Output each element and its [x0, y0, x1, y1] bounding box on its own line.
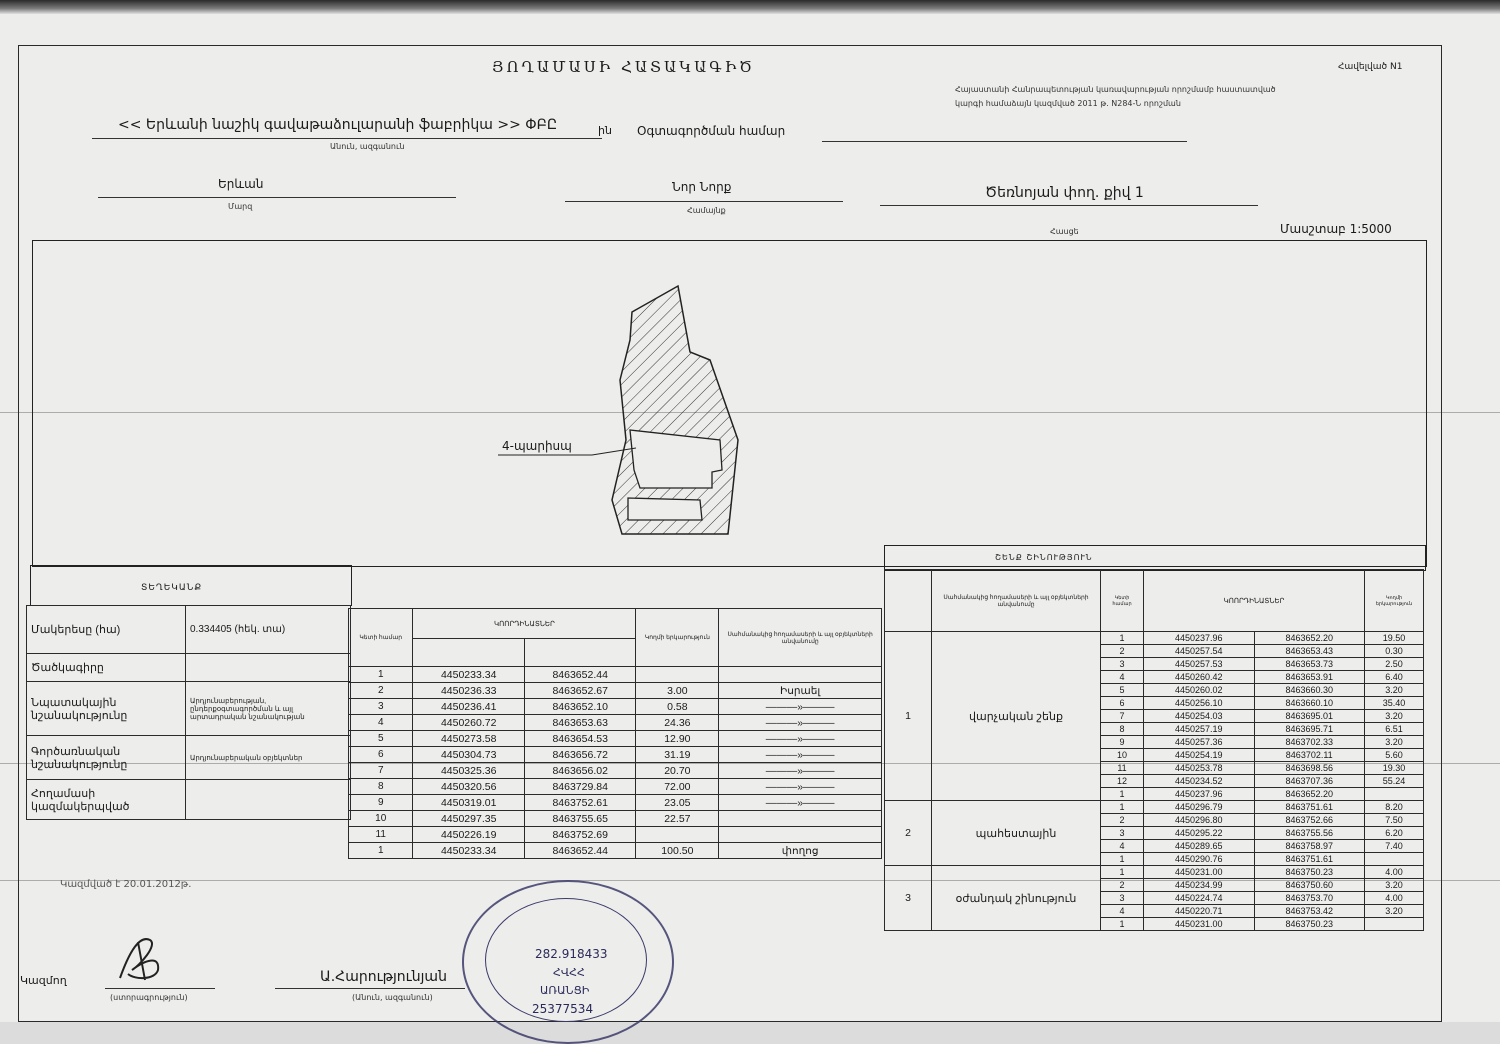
- side-length: [636, 667, 719, 683]
- coord-y: 8463652.44: [524, 843, 636, 859]
- building-side-length: 55.24: [1365, 775, 1424, 788]
- boundary-name: [719, 667, 882, 683]
- building-name: օժանդակ շինություն: [932, 866, 1101, 931]
- boundary-name: ———»———: [719, 715, 882, 731]
- building-side-length: [1365, 853, 1424, 866]
- point-number: 9: [349, 795, 413, 811]
- building-point-number: 1: [1101, 632, 1144, 645]
- building-point-number: 2: [1101, 814, 1144, 827]
- signer-role: Կազմող: [20, 974, 67, 987]
- coord-x: 4450325.36: [413, 763, 525, 779]
- coord-x: 4450273.58: [413, 731, 525, 747]
- building-coord-x: 4450296.79: [1144, 801, 1255, 814]
- building-point-number: 11: [1101, 762, 1144, 775]
- coord-x: 4450320.56: [413, 779, 525, 795]
- buildings-table: [884, 569, 1424, 931]
- boundary-name: ———»———: [719, 731, 882, 747]
- coord-x: 4450297.35: [413, 811, 525, 827]
- building-2-outline: [628, 498, 702, 520]
- building-coord-y: 8463653.73: [1254, 658, 1365, 671]
- building-point-number: 2: [1101, 645, 1144, 658]
- building-point-number: 6: [1101, 697, 1144, 710]
- building-name-header: Սահմանակից հողամասերի և այլ օբյեկտների անվանումը: [932, 570, 1101, 632]
- building-coord-y: 8463660.30: [1254, 684, 1365, 697]
- building-coord-y: 8463751.61: [1254, 853, 1365, 866]
- building-side-length: 19.30: [1365, 762, 1424, 775]
- coordinate-row: [349, 683, 882, 699]
- info-label: Մակերեսը (հա): [27, 606, 186, 654]
- building-side-length: 7.50: [1365, 814, 1424, 827]
- handwritten-signature: [110, 930, 170, 985]
- building-point-number: 1: [1101, 918, 1144, 931]
- building-coord-x: 4450295.22: [1144, 827, 1255, 840]
- info-value: 0.334405 (հեկ. տա): [186, 606, 351, 654]
- building-coord-y: 8463695.71: [1254, 723, 1365, 736]
- building-coord-x: 4450290.76: [1144, 853, 1255, 866]
- signature-underline: [105, 988, 215, 989]
- boundary-name: [719, 811, 882, 827]
- building-coord-x: 4450260.02: [1144, 684, 1255, 697]
- point-number: 1: [349, 843, 413, 859]
- building-coord-x: 4450257.19: [1144, 723, 1255, 736]
- parcel-outline: [612, 286, 738, 534]
- boundary-name: Իսրաել: [719, 683, 882, 699]
- building-point-number: 4: [1101, 840, 1144, 853]
- stamp-line-2: ՀՎՀՀ: [553, 966, 585, 979]
- building-point-number: 7: [1101, 710, 1144, 723]
- building-coord-y: 8463750.23: [1254, 866, 1365, 879]
- info-table: [26, 605, 351, 820]
- building-side-length: 3.20: [1365, 710, 1424, 723]
- building-point-number: 3: [1101, 827, 1144, 840]
- building-coord-y: 8463652.20: [1254, 788, 1365, 801]
- building-point-header: Կետի համար: [1101, 570, 1144, 632]
- building-side-length: 7.40: [1365, 840, 1424, 853]
- coord-x: 4450233.34: [413, 667, 525, 683]
- coord-y: 8463652.10: [524, 699, 636, 715]
- building-coord-y: 8463698.56: [1254, 762, 1365, 775]
- coord-x: 4450236.41: [413, 699, 525, 715]
- side-length: 0.58: [636, 699, 719, 715]
- signer-name-underline: [275, 988, 465, 989]
- side-length: 72.00: [636, 779, 719, 795]
- building-point-number: 9: [1101, 736, 1144, 749]
- buildings-header-box: [884, 545, 1426, 571]
- point-number: 10: [349, 811, 413, 827]
- boundary-name: [719, 827, 882, 843]
- building-name: պահեստային: [932, 801, 1101, 866]
- info-label: Նպատակային նշանակությունը: [27, 682, 186, 736]
- building-point-number: 3: [1101, 658, 1144, 671]
- coord-y: 8463752.61: [524, 795, 636, 811]
- point-number: 3: [349, 699, 413, 715]
- point-number: 6: [349, 747, 413, 763]
- coord-x: 4450260.72: [413, 715, 525, 731]
- coord-y: 8463656.72: [524, 747, 636, 763]
- building-coord-x: 4450234.99: [1144, 879, 1255, 892]
- building-coord-x: 4450257.36: [1144, 736, 1255, 749]
- signature-caption: (ստորագրություն): [110, 993, 188, 1002]
- info-value: Արդյունաբերական օբյեկտներ: [186, 736, 351, 780]
- coord-y: 8463729.84: [524, 779, 636, 795]
- building-coord-x: 4450254.19: [1144, 749, 1255, 762]
- building-coord-x: 4450254.03: [1144, 710, 1255, 723]
- building-side-length: 3.20: [1365, 684, 1424, 697]
- building-coords-header: ԿՈՈՐԴԻՆԱՏՆԵՐ: [1144, 570, 1365, 632]
- info-header: ՏԵՂԵԿԱՆՔ: [141, 583, 203, 593]
- building-point-row: [885, 866, 1424, 879]
- building-coord-y: 8463752.66: [1254, 814, 1365, 827]
- boundary-name: փողոց: [719, 843, 882, 859]
- buildings-header: ՇԵՆՔ ՇԻՆՈՒԹՅՈՒՆ: [995, 553, 1093, 562]
- owner-name: << Երևանի նաշիկ գավաթաձուլարանի ֆաբրիկա >> ՓԲԸ: [118, 117, 558, 133]
- date-line: Կազմված է 20.01.2012թ.: [60, 879, 192, 890]
- building-side-length: [1365, 788, 1424, 801]
- info-value: [186, 780, 351, 820]
- building-coord-x: 4450234.52: [1144, 775, 1255, 788]
- point-number: 2: [349, 683, 413, 699]
- building-coord-y: 8463755.56: [1254, 827, 1365, 840]
- community-value: Նոր Նորք: [672, 180, 732, 194]
- point-number: 11: [349, 827, 413, 843]
- building-point-number: 3: [1101, 892, 1144, 905]
- building-point-number: 10: [1101, 749, 1144, 762]
- coord-x: 4450226.19: [413, 827, 525, 843]
- coordinate-row: [349, 667, 882, 683]
- community-caption: Համայնք: [687, 206, 726, 215]
- building-coord-x: 4450237.96: [1144, 788, 1255, 801]
- signer-name-caption: (Անուն, ազգանուն): [352, 993, 433, 1002]
- boundary-name: ———»———: [719, 699, 882, 715]
- building-coord-x: 4450220.71: [1144, 905, 1255, 918]
- coordinate-row: [349, 827, 882, 843]
- point-number: 8: [349, 779, 413, 795]
- building-side-length: [1365, 918, 1424, 931]
- coord-y: 8463652.44: [524, 667, 636, 683]
- building-coord-y: 8463753.42: [1254, 905, 1365, 918]
- building-side-length: 19.50: [1365, 632, 1424, 645]
- building-coord-y: 8463653.91: [1254, 671, 1365, 684]
- building-side-length: 2.50: [1365, 658, 1424, 671]
- side-length: 22.57: [636, 811, 719, 827]
- building-coord-y: 8463750.60: [1254, 879, 1365, 892]
- building-point-number: 1: [1101, 788, 1144, 801]
- building-side-length: 3.20: [1365, 736, 1424, 749]
- building-coord-y: 8463660.10: [1254, 697, 1365, 710]
- address-value: Ծեռնոյան փող. քիվ 1: [985, 185, 1144, 201]
- side-length: 3.00: [636, 683, 719, 699]
- side-length: 31.19: [636, 747, 719, 763]
- coordinate-row: [349, 731, 882, 747]
- building-side-length: 6.40: [1365, 671, 1424, 684]
- building-coord-x: 4450237.96: [1144, 632, 1255, 645]
- building-coord-x: 4450231.00: [1144, 918, 1255, 931]
- coord-x: 4450233.34: [413, 843, 525, 859]
- side-length: 23.05: [636, 795, 719, 811]
- signer-name: Ա.Հարությունյան: [320, 969, 447, 985]
- coordinate-row: [349, 715, 882, 731]
- stamp-tax-id: 25377534: [532, 1002, 594, 1016]
- building-side-length: 4.00: [1365, 866, 1424, 879]
- coordinates-table: [348, 608, 882, 859]
- building-side-length: 6.51: [1365, 723, 1424, 736]
- building-label: 4-պարիսպ: [502, 439, 572, 453]
- point-number: 5: [349, 731, 413, 747]
- boundary-name: ———»———: [719, 795, 882, 811]
- boundary-name: ———»———: [719, 747, 882, 763]
- building-length-header: Կողմի երկարություն: [1365, 570, 1424, 632]
- coordinate-row: [349, 795, 882, 811]
- boundary-name: ———»———: [719, 779, 882, 795]
- building-coord-x: 4450296.80: [1144, 814, 1255, 827]
- col-length-header: Կողմի երկարություն: [636, 609, 719, 667]
- building-coord-x: 4450257.54: [1144, 645, 1255, 658]
- col-point-header: Կետի համար: [349, 609, 413, 667]
- building-coord-x: 4450231.00: [1144, 866, 1255, 879]
- info-label: Հողամասի կազմակերպված: [27, 780, 186, 820]
- col-bound-header: Սահմանակից հողամասերի և այլ օբյեկտների անվանումը: [719, 609, 882, 667]
- building-coord-y: 8463702.11: [1254, 749, 1365, 762]
- building-coord-x: 4450256.10: [1144, 697, 1255, 710]
- info-label: Գործառնական նշանակությունը: [27, 736, 186, 780]
- coord-y: 8463755.65: [524, 811, 636, 827]
- building-coord-y: 8463753.70: [1254, 892, 1365, 905]
- owner-caption: Անուն, ազգանուն: [330, 142, 405, 151]
- coord-y: 8463656.02: [524, 763, 636, 779]
- building-side-length: 3.20: [1365, 879, 1424, 892]
- stamp-code: 282.918433: [535, 947, 608, 961]
- building-coord-x: 4450260.42: [1144, 671, 1255, 684]
- annex-note-1: Հայաստանի Հանրապետության կառավարության որոշմամբ հաստատված: [955, 85, 1276, 94]
- building-point-number: 1: [1101, 866, 1144, 879]
- building-coord-y: 8463750.23: [1254, 918, 1365, 931]
- coord-y: 8463654.53: [524, 731, 636, 747]
- info-value: Արդյունաբերության, ընդերքօգտագործման և այլ արտադրական նշանակության: [186, 682, 351, 736]
- coord-x: 4450236.33: [413, 683, 525, 699]
- coord-x: 4450304.73: [413, 747, 525, 763]
- coordinate-row: [349, 811, 882, 827]
- building-point-row: [885, 632, 1424, 645]
- boundary-name: ———»———: [719, 763, 882, 779]
- annex-number: Հավելված N1: [1338, 62, 1403, 72]
- building-name: վարչական շենք: [932, 632, 1101, 801]
- coord-y: 8463652.67: [524, 683, 636, 699]
- region-caption: Մարզ: [228, 202, 253, 211]
- annex-note-2: կարգի համաձայն կազմված 2011 թ. N284-Ն որոշման: [955, 99, 1181, 108]
- point-number: 1: [349, 667, 413, 683]
- stamp-line-3: ԱՌԱՆՑԻ: [540, 984, 590, 997]
- building-side-length: 5.60: [1365, 749, 1424, 762]
- building-side-length: 4.00: [1365, 892, 1424, 905]
- point-number: 4: [349, 715, 413, 731]
- coord-y: 8463653.63: [524, 715, 636, 731]
- coordinate-row: [349, 763, 882, 779]
- scale-label: Մասշտաբ 1:5000: [1280, 222, 1392, 236]
- building-point-number: 8: [1101, 723, 1144, 736]
- coordinate-row: [349, 843, 882, 859]
- address-caption: Հասցե: [1050, 227, 1079, 236]
- side-length: 24.36: [636, 715, 719, 731]
- building-side-length: 8.20: [1365, 801, 1424, 814]
- building-point-number: 12: [1101, 775, 1144, 788]
- building-number: 1: [885, 632, 932, 801]
- building-coord-y: 8463758.97: [1254, 840, 1365, 853]
- building-coord-y: 8463707.36: [1254, 775, 1365, 788]
- building-coord-x: 4450224.74: [1144, 892, 1255, 905]
- point-number: 7: [349, 763, 413, 779]
- building-point-number: 2: [1101, 879, 1144, 892]
- building-side-length: 35.40: [1365, 697, 1424, 710]
- building-coord-x: 4450253.78: [1144, 762, 1255, 775]
- coord-y: 8463752.69: [524, 827, 636, 843]
- building-side-length: 3.20: [1365, 905, 1424, 918]
- region-value: Երևան: [218, 177, 264, 191]
- building-side-length: 6.20: [1365, 827, 1424, 840]
- building-number: 3: [885, 866, 932, 931]
- building-point-number: 4: [1101, 905, 1144, 918]
- coord-x: 4450319.01: [413, 795, 525, 811]
- info-label: Ծածկագիրը: [27, 654, 186, 682]
- building-coord-x: 4450289.65: [1144, 840, 1255, 853]
- building-coord-y: 8463751.61: [1254, 801, 1365, 814]
- building-coord-y: 8463702.33: [1254, 736, 1365, 749]
- coordinate-row: [349, 699, 882, 715]
- side-length: 100.50: [636, 843, 719, 859]
- side-length: [636, 827, 719, 843]
- building-point-row: [885, 801, 1424, 814]
- building-coord-y: 8463695.01: [1254, 710, 1365, 723]
- building-side-length: 0.30: [1365, 645, 1424, 658]
- col-coords-header: ԿՈՈՐԴԻՆԱՏՆԵՐ: [413, 609, 636, 639]
- coordinate-row: [349, 779, 882, 795]
- building-coord-x: 4450257.53: [1144, 658, 1255, 671]
- building-point-number: 5: [1101, 684, 1144, 697]
- info-header-box: [30, 565, 352, 606]
- document-title: ՅՈՂԱՄԱՍԻ ՀԱՏԱԿԱԳԻԾ: [492, 58, 755, 76]
- building-point-number: 4: [1101, 671, 1144, 684]
- coordinate-row: [349, 747, 882, 763]
- building-coord-y: 8463653.43: [1254, 645, 1365, 658]
- building-point-number: 1: [1101, 801, 1144, 814]
- owner-connector: ին: [598, 124, 612, 137]
- building-1-outline: [630, 430, 722, 488]
- building-coord-y: 8463652.20: [1254, 632, 1365, 645]
- side-length: 20.70: [636, 763, 719, 779]
- side-length: 12.90: [636, 731, 719, 747]
- usage-label: Օգտագործման համար: [637, 124, 786, 138]
- building-number: 2: [885, 801, 932, 866]
- building-point-number: 1: [1101, 853, 1144, 866]
- info-value: [186, 654, 351, 682]
